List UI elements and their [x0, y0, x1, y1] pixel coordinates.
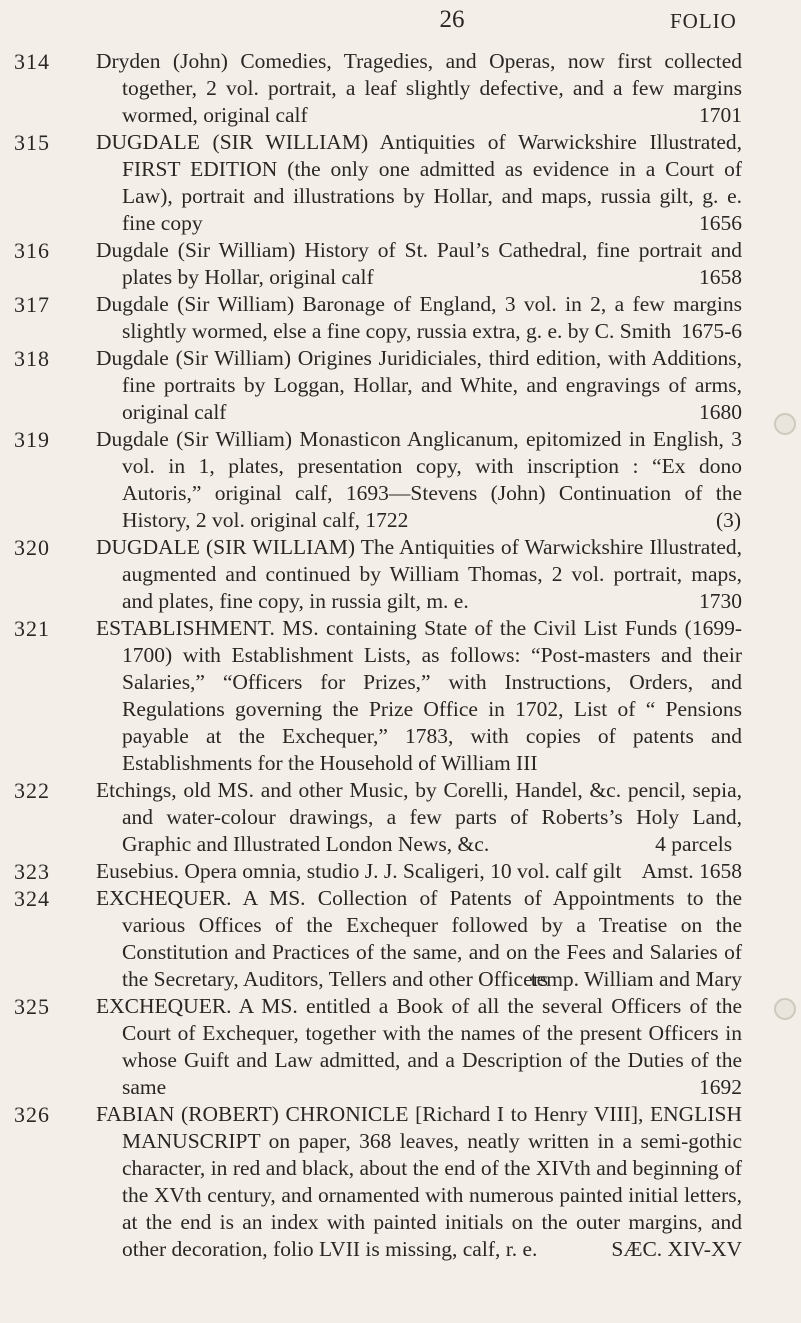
catalogue-entries	[0, 48, 801, 1263]
entry-date: 1692	[699, 1075, 742, 1099]
description-text: DUGDALE (SIR WILLIAM) Antiquities of Warwickshire Illustrated, FIRST EDITION (the only one admitted as evidence in a Court of Law), portrait and illustrations by Hollar, and maps, russia gilt, g. e. fine copy	[96, 130, 742, 235]
catalogue-entry	[0, 777, 801, 858]
entry-description	[96, 1101, 742, 1263]
entry-date: 1680	[699, 400, 742, 424]
description-text: Eusebius. Opera omnia, studio J. J. Scaligeri, 10 vol. calf gilt	[96, 859, 622, 883]
entry-date: 1730	[699, 589, 742, 613]
description-text: Dugdale (Sir William) Baronage of England, 3 vol. in 2, a few margins slightly wormed, else a fine copy, russia extra, g. e. by C. Smith	[96, 292, 742, 343]
description-text: Dugdale (Sir William) History of St. Paul’s Cathedral, fine portrait and plates by Hollar, original calf	[96, 238, 742, 289]
lot-number: 314	[14, 49, 50, 74]
entry-description	[96, 885, 742, 993]
lot-number: 326	[14, 1102, 50, 1127]
entry-description	[96, 291, 742, 345]
lot-number: 315	[14, 130, 50, 155]
description-text: Etchings, old MS. and other Music, by Corelli, Handel, &c. pencil, sepia, and water-colour drawings, a few parts of Roberts’s Holy Land, Graphic and Illustrated London News, &c.	[96, 778, 742, 856]
entry-date: Amst. 1658	[641, 859, 742, 883]
lot-number: 325	[14, 994, 50, 1019]
catalogue-entry	[0, 534, 801, 615]
entry-date: 1656	[699, 211, 742, 235]
catalogue-entry	[0, 48, 801, 129]
catalogue-entry	[0, 1101, 801, 1263]
description-text: ESTABLISHMENT. MS. containing State of the Civil List Funds (1699-1700) with Establishment Lists, as follows: “Post-masters and their Salaries,” “Officers for Prizes,” with Instructions, Orders, and Regulations governing the Prize Office in 1702, List of “ Pensions payable at the Exchequer,” 1783, with copies of patents and Establishments for the Household of William III	[96, 616, 742, 775]
description-text: DUGDALE (SIR WILLIAM) The Antiquities of Warwickshire Illustrated, augmented and continued by William Thomas, 2 vol. portrait, maps, and plates, fine copy, in russia gilt, m. e.	[96, 535, 742, 613]
catalogue-entry	[0, 858, 801, 885]
entry-description	[96, 858, 742, 885]
entry-date: SÆC. XIV-XV	[611, 1237, 742, 1261]
lot-number: 322	[14, 778, 50, 803]
entry-description	[96, 237, 742, 291]
lot-number: 320	[14, 535, 50, 560]
entry-date: 4 parcels	[655, 832, 733, 856]
entry-description	[96, 345, 742, 426]
binding-hole-icon	[771, 995, 799, 1023]
entry-description	[96, 777, 742, 858]
catalogue-entry	[0, 885, 801, 993]
catalogue-entry	[0, 237, 801, 291]
catalogue-entry	[0, 615, 801, 777]
section-label: FOLIO	[670, 9, 737, 33]
description-text: EXCHEQUER. A MS. entitled a Book of all the several Officers of the Court of Exchequer, together with the names of the present Officers in whose Guift and Law admitted, and a Description of the Duties of the same	[96, 994, 742, 1099]
description-text: Dugdale (Sir William) Origines Juridiciales, third edition, with Additions, fine portraits by Loggan, Hollar, and White, and engravings of arms, original calf	[96, 346, 742, 424]
entry-description	[96, 534, 742, 615]
lot-number: 321	[14, 616, 50, 641]
lot-number: 316	[14, 238, 50, 263]
catalogue-entry	[0, 291, 801, 345]
lot-number: 317	[14, 292, 50, 317]
entry-description	[96, 993, 742, 1101]
description-text: Dugdale (Sir William) Monasticon Anglicanum, epitomized in English, 3 vol. in 1, plates, presentation copy, with inscription : “Ex dono Autoris,” original calf, 1693—Stevens (John) Continuation of the History, 2 vol. original calf, 1722	[96, 427, 742, 532]
binding-hole-icon	[771, 410, 799, 438]
entry-date: 1675-6	[681, 319, 742, 343]
entry-date: 1658	[699, 265, 742, 289]
lot-number: 318	[14, 346, 50, 371]
entry-description	[96, 615, 742, 777]
lot-number: 324	[14, 886, 50, 911]
description-text: Dryden (John) Comedies, Tragedies, and Operas, now first collected together, 2 vol. portrait, a leaf slightly defective, and a few margins wormed, original calf	[96, 49, 742, 127]
description-text: FABIAN (ROBERT) CHRONICLE [Richard I to Henry VIII], ENGLISH MANUSCRIPT on paper, 368 leaves, neatly written in a semi-gothic character, in red and black, about the end of the XIVth and beginning of the XVth century, and ornamented with numerous painted initial letters, at the end is an index with painted initials on the outer margins, and other decoration, folio LVII is missing, calf, r. e.	[96, 1102, 742, 1261]
entry-description: Dugdale (Sir William) Monasticon Anglicanum, epitomized in English, 3 vol. in 1, plates, presentation copy, with inscription : “Ex dono Autoris,” original calf, 1693—Stevens (John) Continuation of the History, 2 vol. original calf, 1722 (3)	[96, 427, 742, 532]
page-number: 26	[439, 6, 465, 33]
catalogue-entry	[0, 426, 801, 534]
entry-date: 1701	[699, 103, 742, 127]
entry-date: temp. William and Mary	[530, 967, 742, 991]
description-text: EXCHEQUER. A MS. Collection of Patents of Appointments to the various Offices of the Exchequer followed by a Treatise on the Constitution and Practices of the same, and on the Fees and Salaries of the Secretary, Auditors, Tellers and other Officers	[96, 886, 742, 991]
entry-description	[96, 129, 742, 237]
page-header	[0, 4, 801, 44]
catalogue-entry	[0, 345, 801, 426]
lot-number: 319	[14, 427, 50, 452]
catalogue-entry	[0, 129, 801, 237]
lot-number: 323	[14, 859, 50, 884]
entry-description	[96, 48, 742, 129]
catalogue-entry	[0, 993, 801, 1101]
